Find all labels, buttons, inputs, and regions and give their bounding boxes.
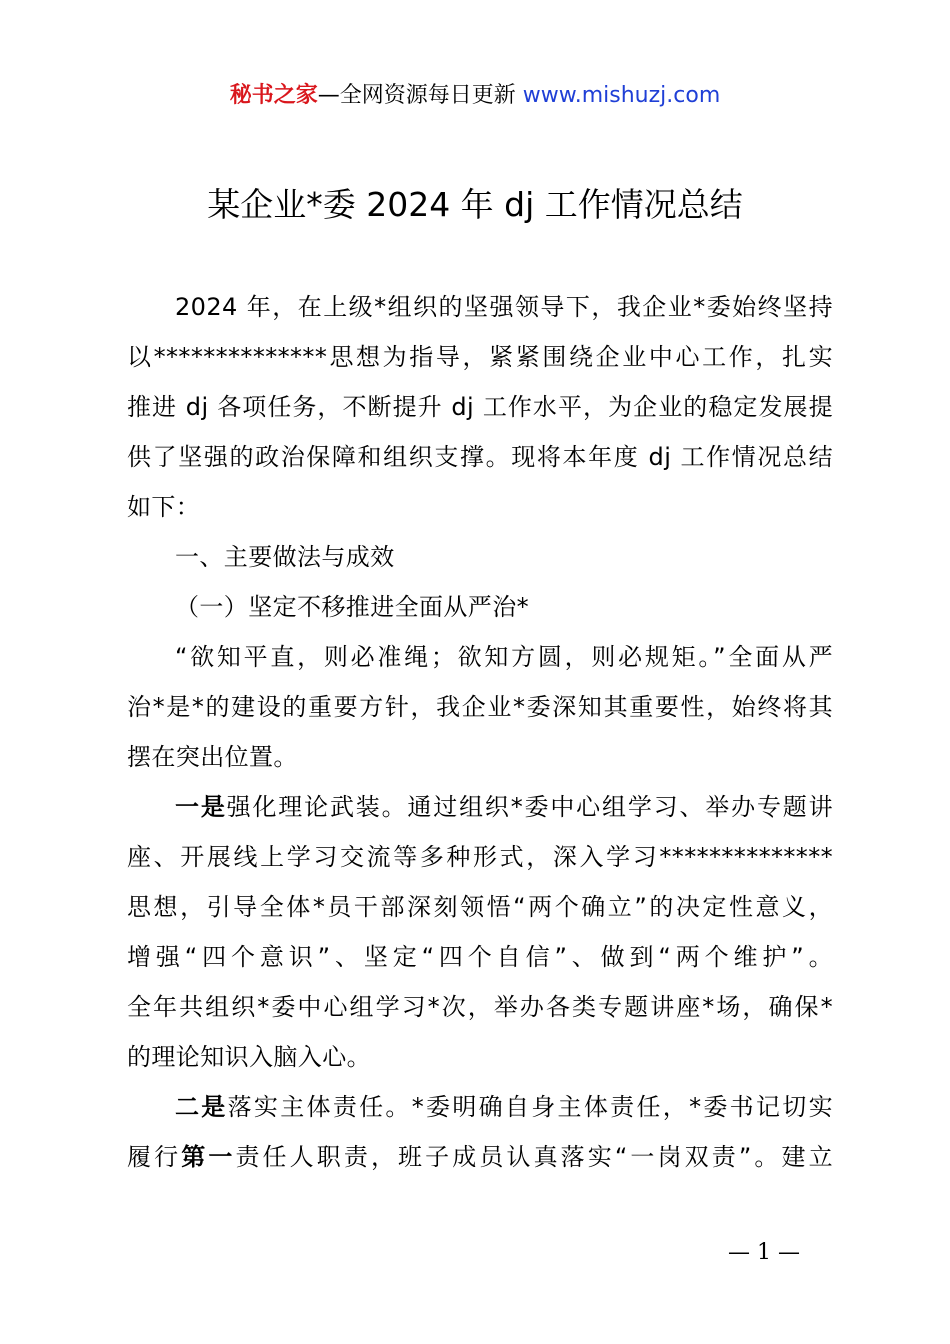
point-two-line-1-text: 落实主体责任。*委明确自身主体责任，*委书记切实 bbox=[227, 1093, 833, 1121]
point-two-line-2-bold: 第一 bbox=[181, 1143, 236, 1171]
quote-line-3: 摆在突出位置。 bbox=[127, 743, 298, 771]
point-one-line-1-text: 强化理论武装。通过组织*委中心组学习、举办专题讲 bbox=[226, 793, 833, 821]
point-two-line-1 bbox=[127, 1082, 833, 1132]
document-body bbox=[127, 282, 833, 1182]
document-title: 某企业*委 2024 年 dj 工作情况总结 bbox=[207, 185, 743, 224]
point-two-line-2-text: 责任人职责，班子成员认真落实“一岗双责”。建立 bbox=[235, 1143, 833, 1171]
site-brand: 秘书之家 bbox=[229, 83, 318, 108]
subsection-heading: （一）坚定不移推进全面从严治* bbox=[175, 593, 529, 621]
intro-paragraph bbox=[127, 282, 833, 532]
intro-line-3: 推进 dj 各项任务，不断提升 dj 工作水平，为企业的稳定发展提 bbox=[127, 393, 833, 421]
point-one-line-1 bbox=[127, 782, 833, 832]
point-one-lead: 一是 bbox=[175, 793, 227, 821]
intro-line-1: 2024 年，在上级*组织的坚强领导下，我企业*委始终坚持 bbox=[175, 293, 833, 321]
point-one-paragraph bbox=[127, 782, 833, 1082]
point-one-line-2: 座、开展线上学习交流等多种形式，深入学习************** bbox=[127, 843, 833, 871]
site-tagline: —全网资源每日更新 bbox=[317, 83, 523, 108]
point-two-line-2-pre: 履行 bbox=[127, 1143, 182, 1171]
intro-line-2: 以**************思想为指导，紧紧围绕企业中心工作，扎实 bbox=[127, 343, 833, 371]
intro-line-4: 供了坚强的政治保障和组织支撑。现将本年度 dj 工作情况总结 bbox=[127, 443, 833, 471]
section-heading: 一、主要做法与成效 bbox=[175, 543, 395, 571]
page-number bbox=[0, 1237, 950, 1269]
point-two-paragraph bbox=[127, 1082, 833, 1182]
page-number-text: — 1 — bbox=[728, 1240, 800, 1265]
quote-line-2: 治*是*的建设的重要方针，我企业*委深知其重要性，始终将其 bbox=[127, 693, 833, 721]
site-url-link[interactable]: www.mishuzj.com bbox=[522, 83, 721, 108]
quote-line-1: “欲知平直，则必准绳；欲知方圆，则必规矩。”全面从严 bbox=[175, 643, 833, 671]
point-one-line-6: 的理论知识入脑入心。 bbox=[127, 1043, 371, 1071]
point-one-line-3: 思想，引导全体*员干部深刻领悟“两个确立”的决定性意义， bbox=[127, 893, 833, 921]
point-one-line-5: 全年共组织*委中心组学习*次，举办各类专题讲座*场，确保* bbox=[127, 993, 833, 1021]
point-two-line-2 bbox=[127, 1132, 833, 1182]
intro-line-5: 如下： bbox=[127, 493, 201, 521]
quote-paragraph bbox=[127, 632, 833, 782]
point-one-line-4: 增强“四个意识”、坚定“四个自信”、做到“两个维护”。 bbox=[127, 943, 833, 971]
point-two-lead: 二是 bbox=[175, 1093, 228, 1121]
site-header bbox=[0, 80, 950, 112]
